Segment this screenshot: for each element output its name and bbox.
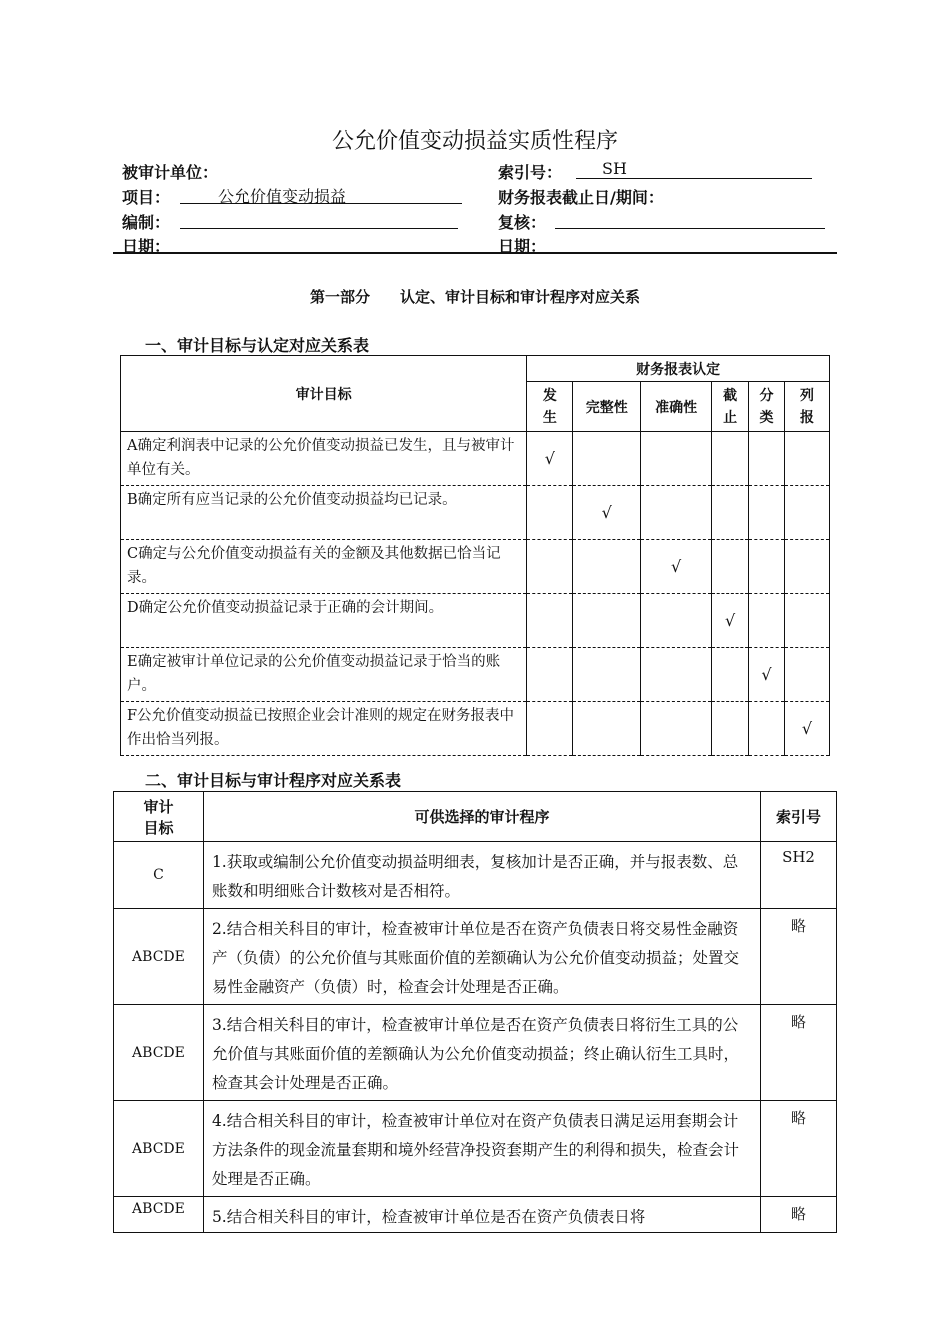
- header-rule: [113, 252, 837, 254]
- period-label: 财务报表截止日/期间：: [498, 188, 664, 207]
- objective-assertion-table: [120, 355, 830, 756]
- assertion-cell: [712, 486, 749, 540]
- objective-row: [121, 648, 830, 702]
- objective-text: C确定与公允价值变动损益有关的金额及其他数据已恰当记录。: [121, 540, 527, 594]
- objective-row: [121, 594, 830, 648]
- procedure-text: 4.结合相关科目的审计，检查被审计单位对在资产负债表日满足运用套期会计方法条件的现金流量套期和境外经营净投资套期产生的利得和损失，检查会计处理是否正确。: [203, 1101, 760, 1197]
- date-left-label: 日期：: [122, 237, 171, 256]
- procedure-text: 1.获取或编制公允价值变动损益明细表，复核加计是否正确，并与报表数、总账数和明细账合计数核对是否相符。: [203, 842, 760, 909]
- assertion-cell: [785, 540, 830, 594]
- procedure-index: 略: [761, 909, 837, 1005]
- assertion-cell: [785, 648, 830, 702]
- objective-row: [121, 432, 830, 486]
- assertion-cell: [749, 702, 785, 756]
- col-index-header: 索引号: [761, 792, 837, 842]
- assertion-classification-header: 分 类: [749, 382, 785, 432]
- assertion-cell: [712, 540, 749, 594]
- assertion-cell: [785, 486, 830, 540]
- procedure-objective: C: [114, 842, 204, 909]
- section1-title: 一、审计目标与认定对应关系表: [145, 336, 370, 355]
- assertion-cell: [527, 594, 573, 648]
- assertion-cell: [641, 594, 712, 648]
- assertion-occurrence-header: 发 生: [527, 382, 573, 432]
- assertion-cell: [573, 540, 641, 594]
- assertion-cell: [573, 594, 641, 648]
- assertion-cell: [573, 432, 641, 486]
- procedure-text: 2.结合相关科目的审计，检查被审计单位是否在资产负债表日将交易性金融资产（负债）的公允价值与其账面价值的差额确认为公允价值变动损益；处置交易性金融资产（负债）时，检查会计处理是否正确。: [203, 909, 760, 1005]
- assertion-cell: [749, 432, 785, 486]
- assertion-cell: [749, 486, 785, 540]
- project-value: 公允价值变动损益: [218, 187, 347, 206]
- objective-procedure-table: [113, 791, 837, 1233]
- check-mark: √: [712, 594, 749, 648]
- assertion-presentation-header: 列 报: [785, 382, 830, 432]
- procedure-index: 略: [761, 1197, 837, 1233]
- audited-unit-label: 被审计单位：: [122, 163, 219, 182]
- objective-row: [121, 540, 830, 594]
- assertion-cell: [527, 540, 573, 594]
- assertion-accuracy-header: 准确性: [641, 382, 712, 432]
- procedure-row: [114, 842, 837, 909]
- index-underline: [576, 178, 812, 179]
- check-mark: √: [749, 648, 785, 702]
- procedure-row: [114, 1005, 837, 1101]
- objective-text: B确定所有应当记录的公允价值变动损益均已记录。: [121, 486, 527, 540]
- assertion-cell: [527, 486, 573, 540]
- assertion-cell: [712, 432, 749, 486]
- assertion-cell: [785, 594, 830, 648]
- index-label: 索引号：: [498, 163, 563, 182]
- objective-text: E确定被审计单位记录的公允价值变动损益记录于恰当的账户。: [121, 648, 527, 702]
- section2-title: 二、审计目标与审计程序对应关系表: [145, 771, 402, 790]
- assertion-cell: [641, 432, 712, 486]
- document-title: 公允价值变动损益实质性程序: [331, 129, 618, 154]
- assertion-cutoff-header: 截 止: [712, 382, 749, 432]
- reviewed-by-line: [555, 228, 825, 229]
- procedure-row: [114, 1197, 837, 1233]
- assertion-cell: [527, 648, 573, 702]
- objective-row: [121, 702, 830, 756]
- project-label: 项目：: [122, 188, 171, 207]
- check-mark: √: [641, 540, 712, 594]
- assertion-cell: [749, 594, 785, 648]
- prepared-by-line: [180, 228, 458, 229]
- col-procedure-header: 可供选择的审计程序: [203, 792, 760, 842]
- assertion-cell: [641, 648, 712, 702]
- assertion-cell: [573, 702, 641, 756]
- procedure-objective: ABCDE: [114, 1101, 204, 1197]
- check-mark: √: [785, 702, 830, 756]
- check-mark: √: [527, 432, 573, 486]
- procedure-text: 3.结合相关科目的审计，检查被审计单位是否在资产负债表日将衍生工具的公允价值与其账面价值的差额确认为公允价值变动损益；终止确认衍生工具时，检查其会计处理是否正确。: [203, 1005, 760, 1101]
- col-objective-header: 审计目标: [121, 356, 527, 432]
- check-mark: √: [573, 486, 641, 540]
- objective-text: A确定利润表中记录的公允价值变动损益已发生，且与被审计单位有关。: [121, 432, 527, 486]
- assertion-cell: [712, 702, 749, 756]
- assertion-cell: [573, 648, 641, 702]
- reviewed-by-label: 复核：: [498, 213, 547, 232]
- procedure-index: 略: [761, 1005, 837, 1101]
- procedure-text: 5.结合相关科目的审计，检查被审计单位是否在资产负债表日将: [203, 1197, 760, 1233]
- procedure-objective: ABCDE: [114, 1197, 204, 1233]
- assertion-cell: [527, 702, 573, 756]
- procedure-row: [114, 909, 837, 1005]
- procedure-index: SH2: [761, 842, 837, 909]
- procedure-row: [114, 1101, 837, 1197]
- procedure-objective: ABCDE: [114, 909, 204, 1005]
- assertion-cell: [641, 486, 712, 540]
- assertion-completeness-header: 完整性: [573, 382, 641, 432]
- procedure-index: 略: [761, 1101, 837, 1197]
- date-right-label: 日期：: [498, 237, 547, 256]
- assertion-cell: [641, 702, 712, 756]
- part-title: 第一部分 认定、审计目标和审计程序对应关系: [309, 288, 640, 306]
- objective-text: D确定公允价值变动损益记录于正确的会计期间。: [121, 594, 527, 648]
- assertion-cell: [749, 540, 785, 594]
- prepared-by-label: 编制：: [122, 213, 171, 232]
- objective-text: F公允价值变动损益已按照企业会计准则的规定在财务报表中作出恰当列报。: [121, 702, 527, 756]
- procedure-objective: ABCDE: [114, 1005, 204, 1101]
- assertion-cell: [712, 648, 749, 702]
- assertion-cell: [785, 432, 830, 486]
- col-objective-header-2: 审计 目标: [114, 792, 204, 842]
- index-value: SH: [602, 159, 627, 178]
- assertions-group-header: 财务报表认定: [527, 356, 830, 382]
- objective-row: [121, 486, 830, 540]
